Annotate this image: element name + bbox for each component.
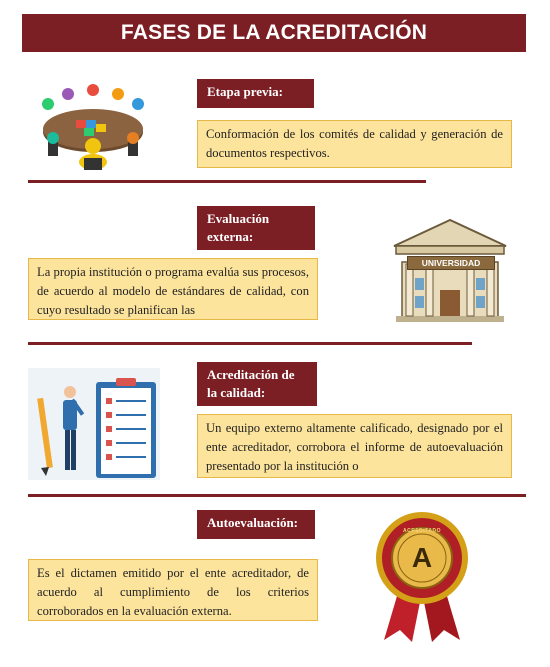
checklist-illustration	[28, 368, 160, 480]
section-label-acreditacion-calidad: Acreditación de la calidad:	[197, 362, 317, 406]
section-text-evaluacion-externa: La propia institución o programa evalúa sus procesos, de acuerdo al modelo de estándares de calidad, con cuyo resultado se planifican las	[28, 258, 318, 320]
section-text-acreditacion-calidad: Un equipo externo altamente calificado, designado por el ente acreditador, corrobora el informe de autoevaluación presentado por la institución o	[197, 414, 512, 478]
meeting-illustration	[28, 76, 158, 172]
divider-1	[28, 180, 426, 183]
section-text-autoevaluacion: Es el dictamen emitido por el ente acreditador, de acuerdo al cumplimiento de los criterios corroborados en la evaluación externa.	[28, 559, 318, 621]
medal-letter: A	[411, 542, 433, 573]
divider-2	[28, 342, 472, 345]
section-label-evaluacion-externa: Evaluación externa:	[197, 206, 315, 250]
building-sign: UNIVERSIDAD	[407, 256, 495, 270]
page-title: FASES DE LA ACREDITACIÓN	[22, 14, 526, 52]
section-text-etapa-previa: Conformación de los comités de calidad y generación de documentos respectivos.	[197, 120, 512, 168]
divider-3	[28, 494, 526, 497]
section-label-autoevaluacion: Autoevaluación:	[197, 510, 315, 539]
section-label-etapa-previa: Etapa previa:	[197, 79, 314, 108]
medal-ribbon-text: ACREDITADO	[403, 528, 441, 534]
